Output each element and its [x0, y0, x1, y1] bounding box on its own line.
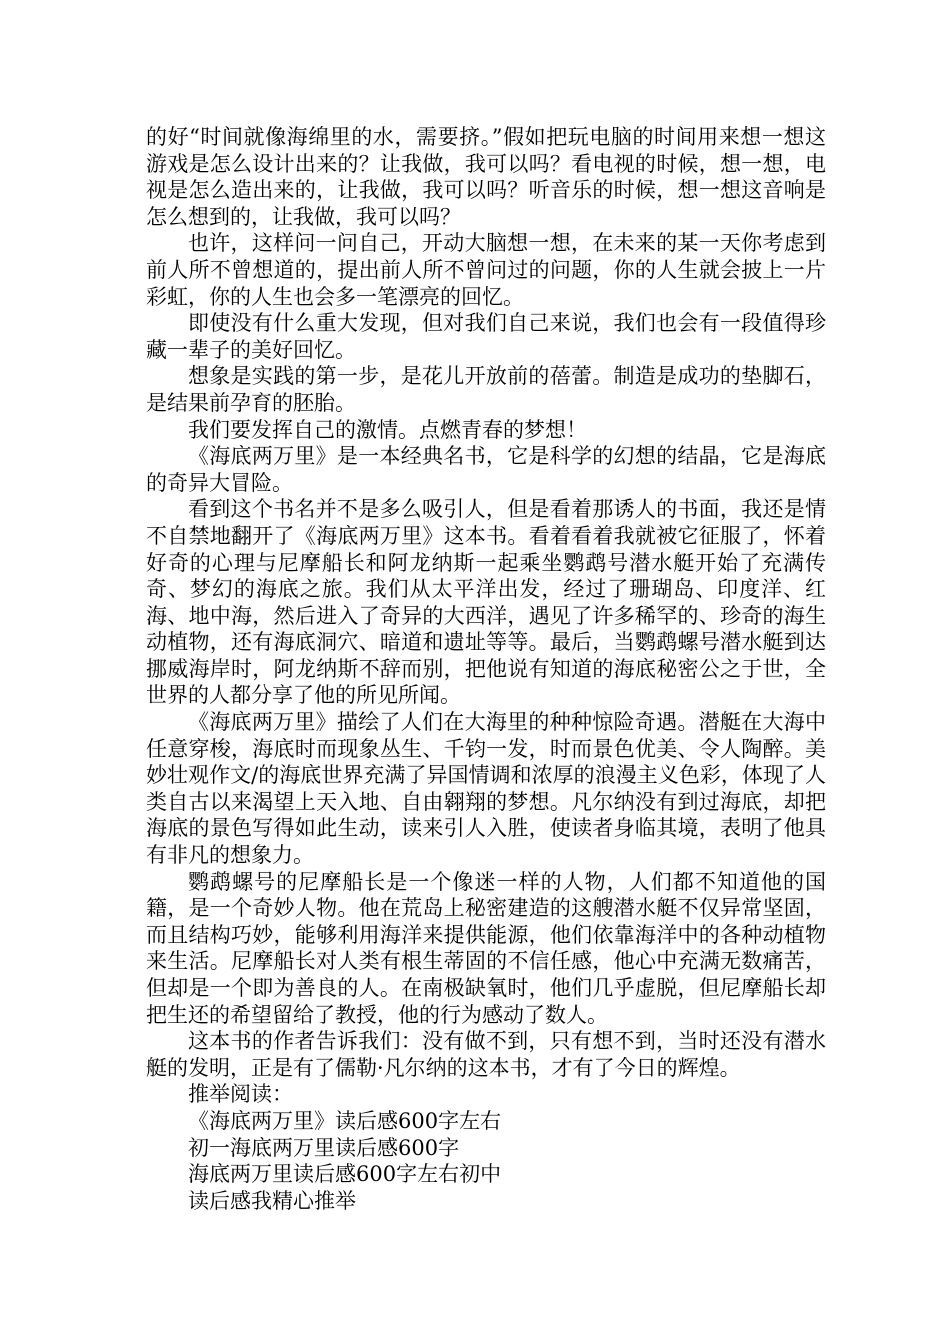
- paragraph: 鹦鹉螺号的尼摩船长是一个像迷一样的人物，人们都不知道他的国籍，是一个奇妙人物。他在荒岛上秘密建造的这艘潜水艇不仅异常坚固，而且结构巧妙，能够利用海洋来提供能源，他们依靠海洋中的各种动植物来生活。尼摩船长对人类有根生蒂固的不信任感，他心中充满无数痛苦，但却是一个即为善良的人。在南极缺氧时，他们几乎虚脱，但尼摩船长却把生还的希望留给了教授，他的行为感动了数人。: [146, 869, 826, 1027]
- recommend-item: 《海底两万里》读后感600字左右: [188, 1108, 502, 1133]
- paragraph: 《海底两万里》描绘了人们在大海里的种种惊险奇遇。潜艇在大海中任意穿梭，海底时而现象丛生、千钧一发，时而景色优美、令人陶醉。美妙壮观作文/的海底世界充满了异国情调和浓厚的浪漫主义色彩，体现了人类自古以来渴望上天入地、自由翱翔的梦想。凡尔纳没有到过海底，却把海底的景色写得如此生动，读来引人入胜，使读者身临其境，表明了他具有非凡的想象力。: [146, 710, 826, 868]
- paragraph: 的好“时间就像海绵里的水，需要挤。”假如把玩电脑的时间用来想一想这游戏是怎么设计出来的？让我做，我可以吗？看电视的时候，想一想，电视是怎么造出来的，让我做，我可以吗？听音乐的时候，想一想这音响是怎么想到的，让我做，我可以吗？: [146, 125, 826, 229]
- recommend-item: 读后感我精心推举: [188, 1188, 356, 1213]
- paragraph: 《海底两万里》是一本经典名书，它是科学的幻想的结晶，它是海底的奇异大冒险。: [146, 444, 826, 495]
- paragraph: 也许，这样问一问自己，开动大脑想一想，在未来的某一天你考虑到前人所不曾想道的，提出前人所不曾问过的问题，你的人生就会披上一片彩虹，你的人生也会多一笔漂亮的回忆。: [146, 231, 826, 309]
- recommend-item: 海底两万里读后感600字左右初中: [188, 1162, 502, 1187]
- paragraph: 我们要发挥自己的激情。点燃青春的梦想！: [188, 417, 587, 442]
- paragraph: 看到这个书名并不是多么吸引人，但是看着那诱人的书面，我还是情不自禁地翻开了《海底两万里》这本书。看着看着我就被它征服了，怀着好奇的心理与尼摩船长和阿龙纳斯一起乘坐鹦鹉号潜水艇开始了充满传奇、梦幻的海底之旅。我们从太平洋出发，经过了珊瑚岛、印度洋、红海、地中海，然后进入了奇异的大西洋，遇见了许多稀罕的、珍奇的海生动植物，还有海底洞穴、暗道和遗址等等。最后，当鹦鹉螺号潜水艇到达挪威海岸时，阿龙纳斯不辞而别，把他说有知道的海底秘密公之于世，全世界的人都分享了他的所见所闻。: [146, 497, 826, 708]
- paragraph: 这本书的作者告诉我们：没有做不到，只有想不到，当时还没有潜水艇的发明，正是有了儒勒·凡尔纳的这本书，才有了今日的辉煌。: [146, 1029, 826, 1080]
- recommend-heading: 推举阅读：: [188, 1082, 293, 1107]
- paragraph: 想象是实践的第一步，是花儿开放前的蓓蕾。制造是成功的垫脚石，是结果前孕育的胚胎。: [146, 364, 826, 415]
- recommend-item: 初一海底两万里读后感600字: [188, 1135, 460, 1160]
- paragraph: 即使没有什么重大发现，但对我们自己来说，我们也会有一段值得珍藏一辈子的美好回忆。: [146, 311, 826, 362]
- document-body: [146, 124, 826, 1214]
